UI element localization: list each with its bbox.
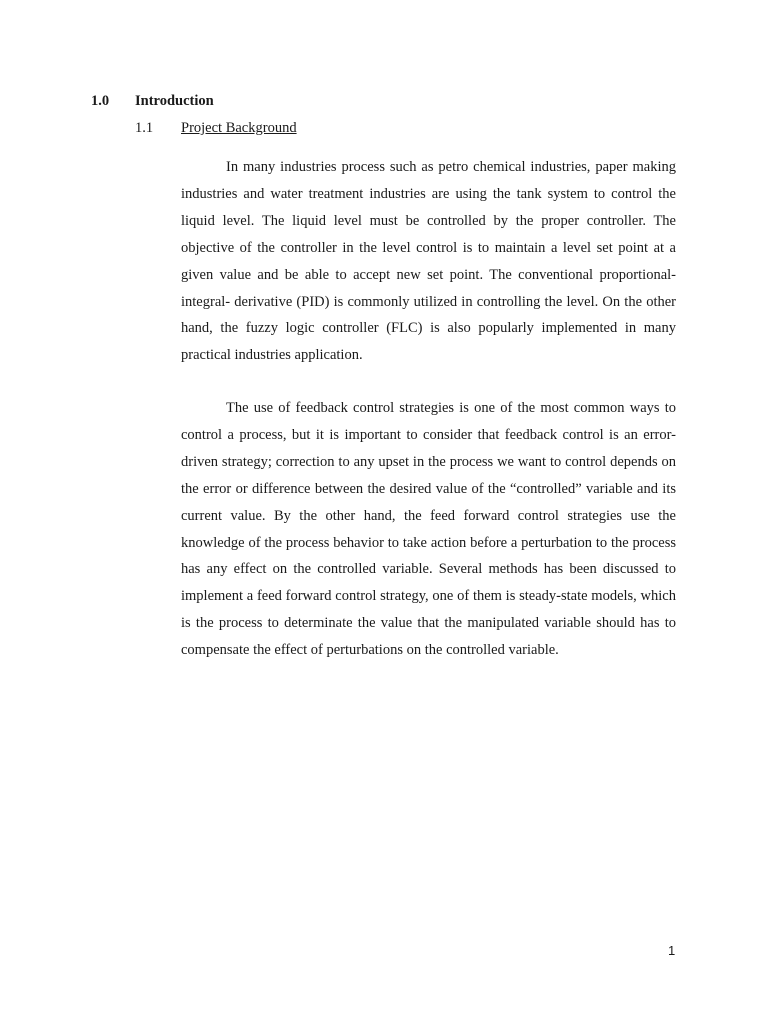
subsection-number: 1.1 (135, 120, 154, 136)
body-paragraph-2: The use of feedback control strategies is one of the most common ways to control a process, but it is important to consider that feedback control is an error-driven strategy; correction to any upset in the process we want to control depends on the error or difference between the desired value of the “controlled” variable and its current value. By the other hand, the feed forward control strategies use the knowledge of the process behavior to take action before a perturbation to the process has any effect on the controlled variable. Several methods has been discussed to implement a feed forward control strategy, one of them is steady-state models, which is the process to determinate the value that the manipulated variable should has to compensate the effect of perturbations on the controlled variable. (181, 400, 676, 659)
section-number: 1.0 (91, 93, 110, 109)
page-number: 1 (668, 943, 676, 958)
subsection-title: Project Background (181, 120, 297, 136)
section-title: Introduction (135, 93, 214, 109)
body-paragraph-1: In many industries process such as petro chemical industries, paper making industries and water treatment industries are using the tank system to control the liquid level. The liquid level must be controlled by the proper controller. The objective of the controller in the level control is to maintain a level set point at a given value and be able to accept new set point. The conventional proportional- integral- derivative (PID) is commonly utilized in controlling the level. On the other hand, the fuzzy logic controller (FLC) is also popularly implemented in many practical industries application. (181, 159, 676, 364)
